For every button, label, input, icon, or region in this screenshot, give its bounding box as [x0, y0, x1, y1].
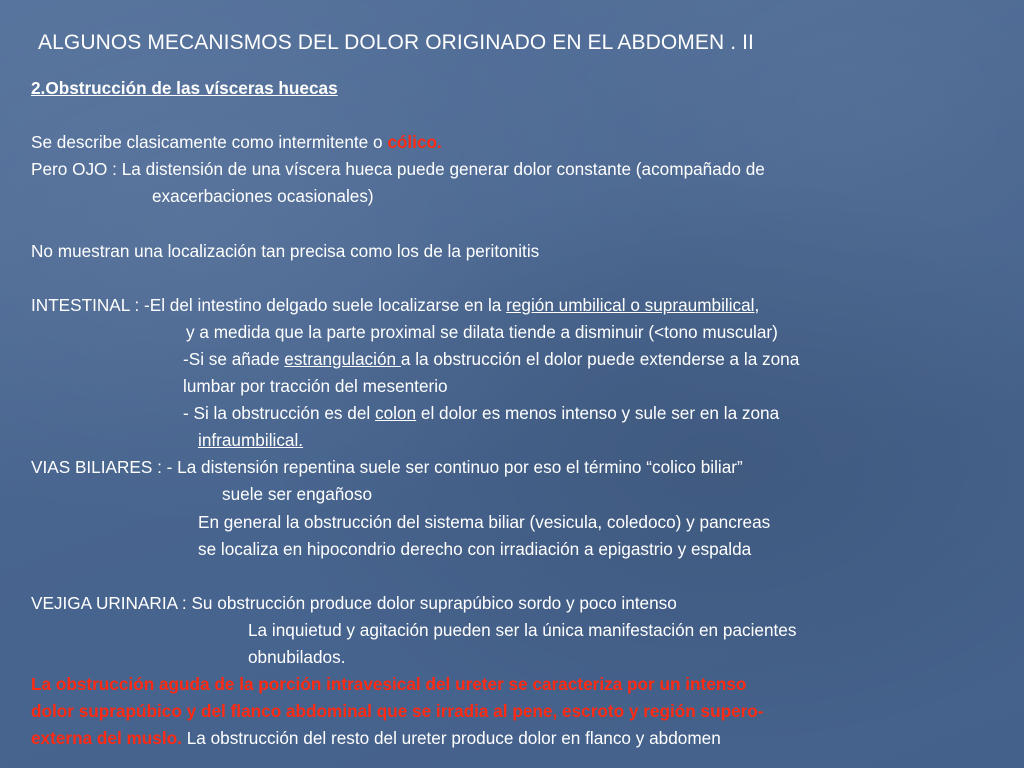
intestinal-line-4: lumbar por tracción del mesenterio: [183, 376, 448, 397]
intestinal-line-2: y a medida que la parte proximal se dilata tiende a disminuir (<tono muscular): [186, 321, 778, 342]
strangulation-underlined: estrangulación: [284, 348, 401, 369]
paragraph-ojo: Pero OJO : La distensión de una víscera hueca puede generar dolor constante (acompañado de: [31, 159, 765, 180]
intestinal-line-6: [31, 427, 1021, 454]
intestinal-line-3: [31, 346, 1021, 373]
ureter-line-1: La obstrucción aguda de la porción intravesical del ureter se caracteriza por un intenso: [31, 674, 747, 695]
colic-highlight: cólico.: [387, 132, 442, 153]
spacer: [31, 265, 1021, 292]
colon-underlined: colon: [375, 403, 417, 424]
paragraph-localization: No muestran una localización tan precisa como los de la peritonitis: [31, 240, 540, 261]
ureter-highlight: externa del muslo.: [31, 728, 182, 749]
biliares-line-3: En general la obstrucción del sistema biliar (vesicula, coledoco) y pancreas: [198, 511, 771, 532]
spacer: [31, 563, 1021, 590]
biliares-line-4: se localiza en hipocondrio derecho con irradiación a epigastrio y espalda: [198, 538, 752, 559]
vejiga-line-1: VEJIGA URINARIA : Su obstrucción produce dolor suprapúbico sordo y poco intenso: [31, 592, 677, 613]
slide-body: [31, 75, 1021, 752]
text: INTESTINAL : -El del intestino delgado suele localizarse en la: [31, 294, 507, 315]
intestinal-line-5: [31, 400, 1021, 427]
text: a la obstrucción el dolor puede extenderse a la zona: [400, 348, 800, 369]
section-heading: 2.Obstrucción de las vísceras huecas: [31, 78, 338, 98]
slide-title: ALGUNOS MECANISMOS DEL DOLOR ORIGINADO EN EL ABDOMEN . II: [38, 31, 754, 54]
spacer: [31, 102, 1021, 129]
vejiga-line-2: La inquietud y agitación pueden ser la única manifestación en pacientes: [248, 619, 797, 640]
biliares-line-1: VIAS BILIARES : - La distensión repentina suele ser continuo por eso el término “colico biliar”: [31, 457, 743, 478]
intestinal-line-1: [31, 292, 1021, 319]
text: -Si se añade: [183, 348, 285, 369]
text: - Si la obstrucción es del: [183, 403, 376, 424]
text: el dolor es menos intenso y sule ser en la zona: [416, 403, 780, 424]
paragraph-ojo-cont: exacerbaciones ocasionales): [152, 186, 374, 207]
text: Se describe clasicamente como intermitente o: [31, 132, 388, 153]
ureter-line-3: [31, 725, 1021, 752]
vejiga-line-3: obnubilados.: [248, 646, 346, 667]
text: La obstrucción del resto del ureter produce dolor en flanco y abdomen: [181, 728, 721, 749]
paragraph-colic: [31, 129, 1021, 156]
infraumbilical-underlined: infraumbilical.: [198, 430, 304, 451]
text: ,: [754, 294, 760, 315]
ureter-line-2: dolor suprapúbico y del flanco abdominal que se irradia al pene, escroto y región supero-: [31, 701, 764, 722]
spacer: [31, 210, 1021, 237]
biliares-line-2: suele ser engañoso: [222, 484, 373, 505]
umbilical-underlined: región umbilical o supraumbilical: [506, 294, 755, 315]
